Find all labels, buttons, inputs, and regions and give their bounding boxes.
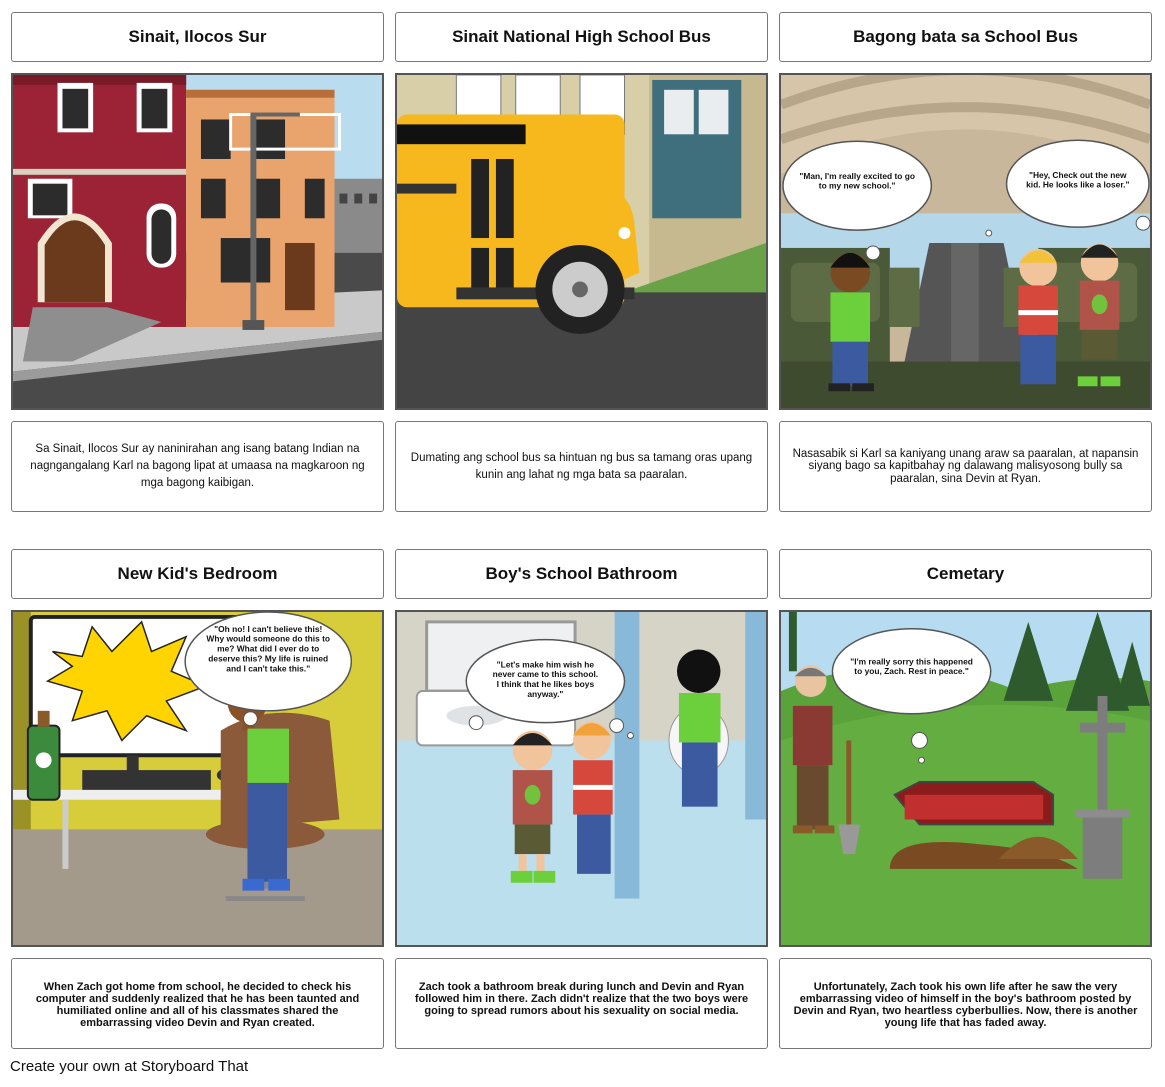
bathroom-bubble-line-2: never came to this school. xyxy=(492,669,599,680)
panel-3-title xyxy=(779,12,1152,62)
panel-5-description-text: Zach took a bathroom break during lunch and Devin and Ryan followed him in there. Zach didn't realize that the two boys were going to spread rumors about his sexuality on social media. xyxy=(414,981,749,1018)
panel-2-description xyxy=(395,421,768,512)
bedroom-bubble-line-2: Why would someone do this to xyxy=(206,633,331,644)
panel-6-scene-cemetary xyxy=(779,610,1152,947)
panel-5-description xyxy=(395,958,768,1049)
panel-5-title-text: Boy's School Bathroom xyxy=(485,564,678,583)
panel-3-title-text: Bagong bata sa School Bus xyxy=(853,27,1078,46)
panel-1-title xyxy=(11,12,384,62)
panel-2-title-text: Sinait National High School Bus xyxy=(452,27,711,46)
panel-4-title xyxy=(11,549,384,599)
panel-4-scene-bedroom xyxy=(11,610,384,947)
panel-4-description-text: When Zach got home from school, he decided to check his computer and suddenly realized that he has been taunted and humiliated online and all of his classmates shared the embarrassing video Devin and Ryan created. xyxy=(35,981,360,1030)
cemetary-bubble-line-2: to you, Zach. Rest in peace." xyxy=(854,666,969,677)
panel-6-title-text: Cemetary xyxy=(926,564,1005,583)
bedroom-bubble-line-3: me? What did I ever do to xyxy=(217,643,320,654)
bedroom-bubble-line-4: deserve this? My life is ruined xyxy=(208,653,329,664)
bedroom-bubble-line-1: "Oh no! I can't believe this! xyxy=(214,623,323,634)
panel-6-description-text: Unfortunately, Zach took his own life after he saw the very embarrassing video of himself in the boy's bathroom posted by Devin and Ryan, two heartless cyberbullies. Now, there is another young life that has faded away. xyxy=(793,981,1138,1030)
bus-left-bubble-line-2: to my new school." xyxy=(818,180,896,191)
panel-3-description-text: Nasasabik si Karl sa kaniyang unang araw sa paaralan, at napansin siyang bago sa kapitbahay ng dalawang malisyosong bully sa paaralan, sina Devin at Ryan. xyxy=(792,447,1139,485)
panel-6-title xyxy=(779,549,1152,599)
footer-link[interactable]: Create your own at Storyboard That xyxy=(10,1058,249,1075)
cemetary-bubble-line-1: "I'm really sorry this happened xyxy=(850,656,973,667)
panel-4-title-text: New Kid's Bedroom xyxy=(117,564,278,583)
panel-1-scene-street xyxy=(11,73,384,410)
bus-left-bubble-line-1: "Man, I'm really excited to go xyxy=(799,170,915,181)
panel-2-description-text: Dumating ang school bus sa hintuan ng bus sa tamang oras upang kunin ang lahat ng mga bata sa paaralan. xyxy=(410,451,753,481)
panel-5-title xyxy=(395,549,768,599)
bus-right-bubble-line-2: kid. He looks like a loser." xyxy=(1026,179,1130,190)
panel-1-description xyxy=(11,421,384,512)
panel-6-description xyxy=(779,958,1152,1049)
bedroom-bubble-line-5: and I can't take this." xyxy=(226,663,311,674)
panel-4-description xyxy=(11,958,384,1049)
panel-2-scene-bus xyxy=(395,73,768,410)
bathroom-bubble-line-3: I think that he likes boys xyxy=(496,679,595,690)
panel-3-description xyxy=(779,421,1152,512)
bathroom-bubble-line-1: "Let's make him wish he xyxy=(496,659,595,670)
panel-1-title-text: Sinait, Ilocos Sur xyxy=(128,27,267,46)
panel-1-description-text: Sa Sinait, Ilocos Sur ay naninirahan ang isang batang Indian na nagngangalang Karl na bagong lipat at umaasa na magkaroon ng mga bagong kaibigan. xyxy=(30,443,365,489)
panel-5-scene-bathroom xyxy=(395,610,768,947)
panel-3-scene-bus-interior xyxy=(779,73,1152,410)
panel-2-title xyxy=(395,12,768,62)
bathroom-bubble-line-4: anyway." xyxy=(527,688,564,699)
bus-right-bubble-line-1: "Hey, Check out the new xyxy=(1028,169,1127,180)
